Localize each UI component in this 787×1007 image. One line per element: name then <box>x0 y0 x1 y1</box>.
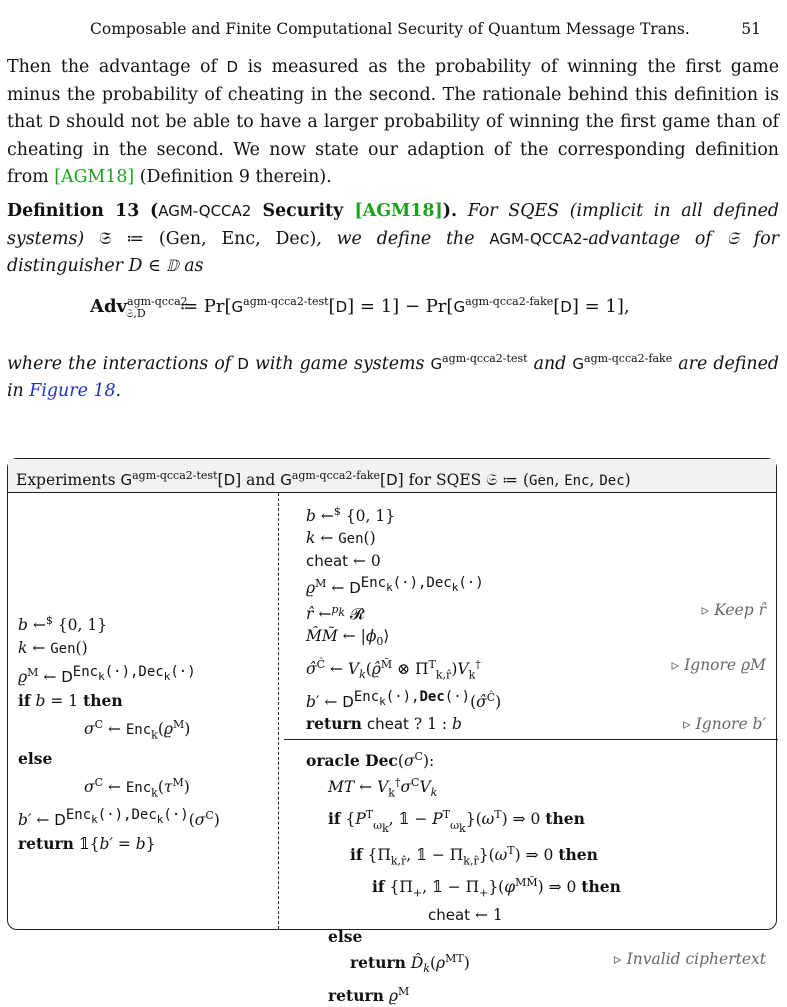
code-line: oracle $Dec(\sigma^C)$: <box>306 749 435 771</box>
text: where the interactions of <box>7 353 238 374</box>
code-line: else <box>18 748 53 768</box>
divider-line <box>284 739 778 740</box>
text: should not be able to have a larger probability of winning the first game than of cheating in the second. We now state our adaption of the corresponding definition from <box>7 112 779 188</box>
citation-link[interactable]: [AGM18] <box>354 201 443 221</box>
code-line: cheat ← 0 <box>306 552 381 571</box>
citation-link[interactable]: [AGM18] <box>54 167 135 188</box>
code-line: cheat ← 1 <box>428 906 503 925</box>
code-line: return $D̂_k(\rho^{MT})$ ▹ Invalid ciphertext <box>350 950 766 976</box>
comment: ▹ Ignore b′ <box>682 714 766 733</box>
text: and <box>241 471 281 490</box>
code-line: b′ ← $D^{Enc_k(\cdot),Dec_k(\cdot)}(\sigma^C)$ <box>18 806 220 829</box>
code-line: b′ ← $D^{Enc_k(\cdot),Dec(\cdot)}(\sigmâ^Ĉ)$ <box>306 688 502 711</box>
text: Security <box>251 201 355 221</box>
code-line: $\sigma^C$ ← $Enc_k(\tau^M)$ <box>84 775 190 799</box>
page-number: 51 <box>741 20 761 38</box>
text: with game systems <box>248 353 431 374</box>
text: and <box>527 353 573 374</box>
column-divider <box>278 493 279 929</box>
comment: ▹ Ignore ϱM <box>671 655 766 674</box>
code-line: if b = 1 then <box>18 691 123 711</box>
definition-where: where the interactions of D with game systems $G^{agm-qcca2-test}$ and $G^{agm-qcca2-fake}$ are defined in Figure 18. <box>7 352 780 402</box>
distinguisher-symbol: D <box>226 58 239 76</box>
scheme-tuple: 𝔖 ≔ (Gen, Enc, Dec) <box>99 228 317 249</box>
text: ) <box>624 471 631 490</box>
comment: ▹ Invalid ciphertext <box>613 950 766 969</box>
text: ). <box>442 201 458 221</box>
text: , we define the <box>316 228 490 249</box>
fake-experiment <box>306 501 766 1007</box>
code-line: MT ← $V_k^\dagger\sigma^CV_k$ <box>328 776 438 800</box>
distinguisher-symbol: D <box>237 354 249 373</box>
code-line: k ← Gen() <box>18 639 88 658</box>
text: . <box>115 381 122 402</box>
text: for SQES 𝔖 ≔ ( <box>403 471 530 490</box>
text: Then the advantage of <box>7 57 227 77</box>
distinguisher-symbol: D <box>48 113 61 132</box>
code-line: k ← Gen() <box>306 529 376 548</box>
code-line: r̂ ←$^{p_k}$ 𝓡 ▹ Keep r̂ <box>306 601 766 624</box>
figure-link[interactable]: Figure 18 <box>29 381 116 402</box>
text: -advantage of 𝔖 for distinguisher <box>7 228 779 277</box>
text: are defined in <box>7 353 780 402</box>
security-notion: AGM-QCCA2 <box>489 229 583 248</box>
code-line: $\sigma^C$ ← $Enc_k(ϱ^M)$ <box>84 718 191 742</box>
code-line: return $ϱ^M$ <box>328 984 410 1005</box>
security-notion: AGM-QCCA2 <box>158 202 252 220</box>
code-line: return 𝟙{b′ = b} <box>18 833 156 853</box>
figure-header: Experiments $G^{agm-qcca2-test}[D]$ and $G^{agm-qcca2-fake}[D]$ for SQES 𝔖 ≔ (Gen, Enc, Dec) <box>8 459 776 493</box>
running-title: Composable and Finite Computational Security of Quantum Message Trans. <box>90 20 690 38</box>
text: is measured as the probability of winning the first game minus the probability of cheating in the second. The rationale behind this definition is that <box>7 57 780 133</box>
code-line: if {$\Pi_{k,r̂}$, 𝟙 − $\Pi_{k,r̂}\}(\omega^T)$ ⇒ 0 then <box>350 843 598 868</box>
code-line: M̂M̃ ← $|\phi_0⟩$ <box>306 627 390 649</box>
test-experiment <box>18 609 220 856</box>
code-line: return cheat ? 1 : b ▹ Ignore b′ <box>306 713 766 733</box>
running-header <box>90 20 761 38</box>
code-line: if {$\Pi_+$, 𝟙 − $\Pi_+\}(\varphi^{MM̃})$ ⇒ 0 then <box>372 876 621 900</box>
code-line: $ϱ^M$ ← $D^{Enc_k(\cdot),Dec_k(\cdot)}$ <box>306 575 484 598</box>
text: ( <box>150 201 159 221</box>
text: For SQES (implicit in all defined systems) <box>7 201 780 249</box>
text: Experiments <box>16 471 121 490</box>
text: D ∈ 𝔻 as <box>128 256 204 277</box>
intro-paragraph <box>7 54 779 192</box>
code-line: σ̂$^Ĉ$ ← $V_k(ϱ̂^{M̃}$ ⊗ $\Pi^T_{k,r̂})V_k^\dagger$ ▹ Ignore ϱM <box>306 655 766 681</box>
advantage-formula: Adv$^{agm-qcca2}_{𝔖,D}$ ≔ $Pr[G^{agm-qcca2-test}[D] = 1] - Pr[G^{agm-qcca2-fake}[D] = 1]$, <box>90 295 630 320</box>
code-line: else <box>328 927 363 947</box>
code-line: $ϱ^M$ ← $D^{Enc_k(\cdot),Dec_k(\cdot)}$ <box>18 664 196 687</box>
code-line: b ←$ {0, 1} <box>306 505 396 526</box>
comment: ▹ Keep r̂ <box>701 601 766 620</box>
experiment-figure <box>7 458 777 1005</box>
text: (Definition 9 therein). <box>134 167 332 188</box>
code-line: if {$P^T_{\omega_k}$, 𝟙 − $P^T_{\omega_k}\}(\omega^T)$ ⇒ 0 then <box>328 808 585 835</box>
definition-label: Definition 13 <box>7 201 140 221</box>
code-line: b ←$ {0, 1} <box>18 614 108 635</box>
definition-block <box>7 198 779 281</box>
